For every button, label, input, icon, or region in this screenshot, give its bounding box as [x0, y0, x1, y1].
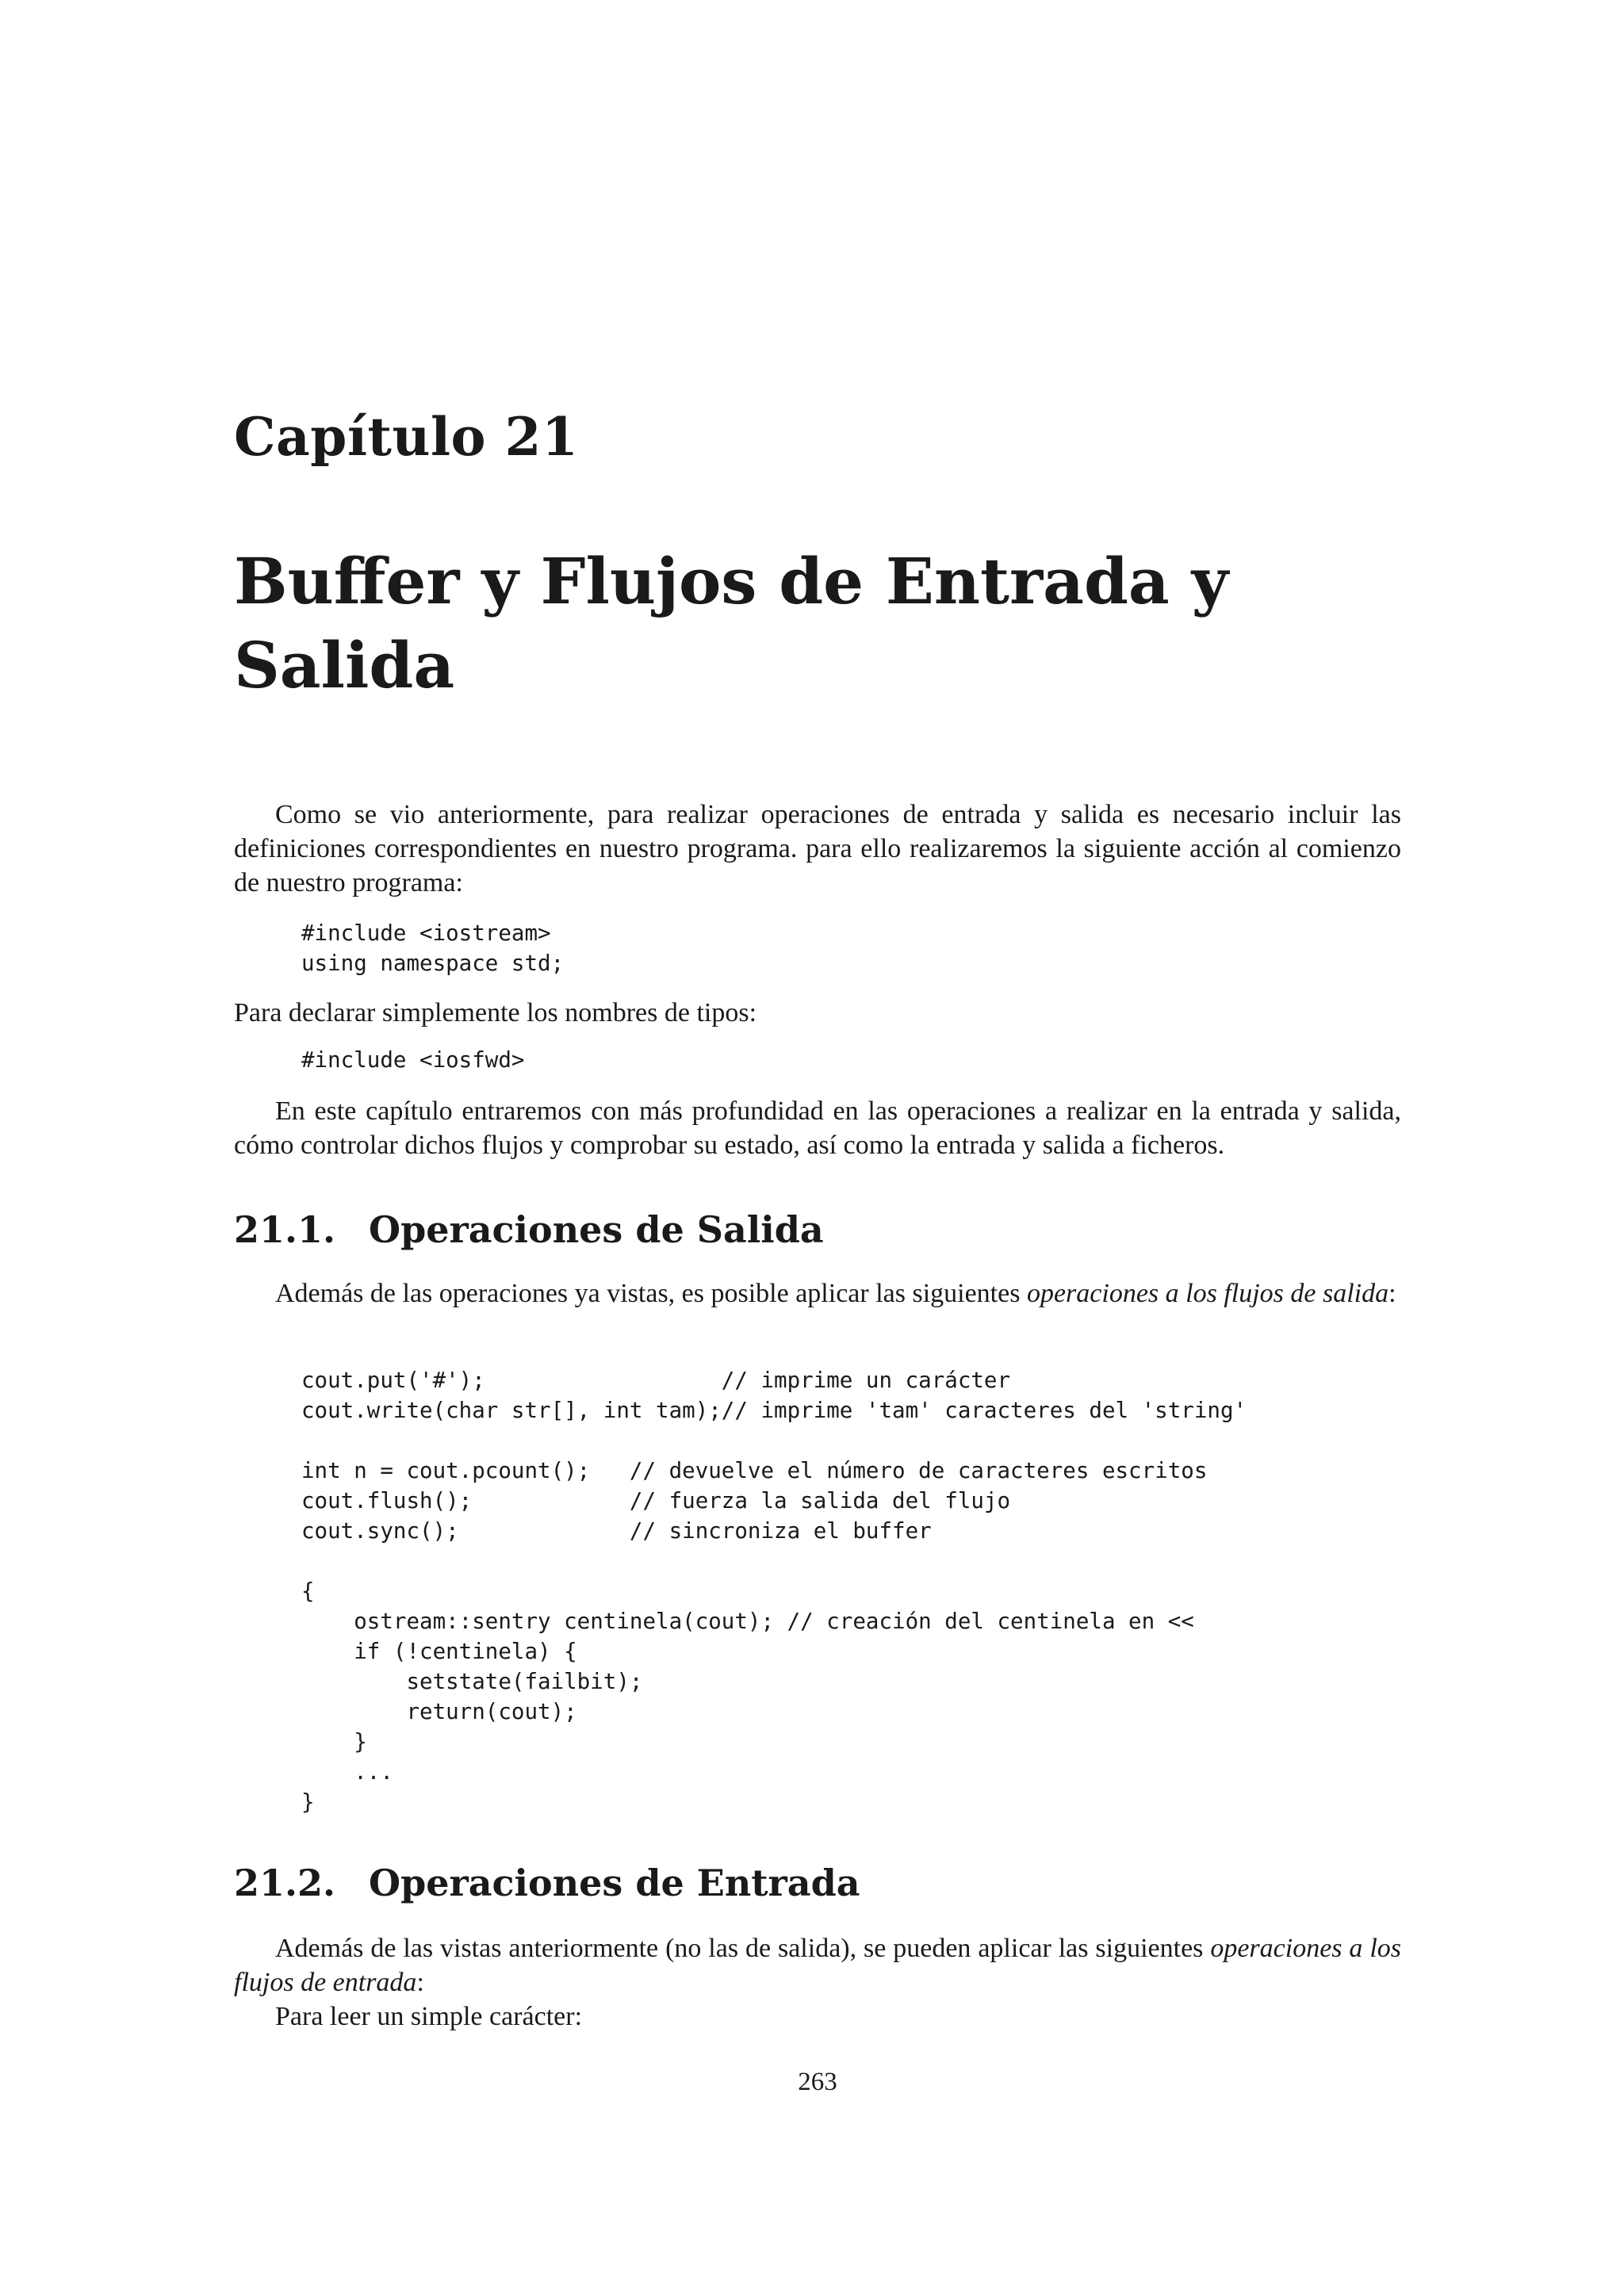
section-heading-output — [234, 1208, 824, 1251]
section-number: 21.1. — [234, 1208, 336, 1251]
input-paragraph: Además de las vistas anteriormente (no las de salida), se pueden aplicar las siguientes operaciones a los flujos de entrada: — [234, 1934, 1402, 1997]
page-number: 263 — [798, 2068, 837, 2096]
types-paragraph: Para declarar simplemente los nombres de tipos: — [234, 998, 757, 1027]
include-code-block: #include <iostream> using namespace std; — [301, 920, 565, 976]
section-title: Operaciones de Entrada — [369, 1862, 860, 1904]
output-code-block: cout.put('#'); // imprime un carácter cout.write(char str[], int tam);// imprime 'tam' caracteres del 'string' int n = cout.pcount(); // devuelve el número de caracteres escritos cout.flush(); // fuerza la salida del flujo cout.sync(); // sincroniza el buffer { ostream::sentry centinela(cout); // creación del centinela en << if (!centinela) { setstate(failbit); return(cout); } ... } — [301, 1368, 1247, 1815]
document-page — [234, 0, 1401, 2296]
closing-paragraph: En este capítulo entraremos con más profundidad en las operaciones a realizar en la entrada y salida, cómo controlar dichos flujos y comprobar su estado, así como la entrada y salida a ficheros. — [234, 1096, 1401, 1160]
chapter-label: Capítulo 21 — [234, 406, 579, 468]
emphasis-text: operaciones a los flujos de entrada — [234, 1934, 1402, 1997]
chapter-title-line-1: Buffer y Flujos de Entrada y — [234, 544, 1229, 618]
section-title: Operaciones de Salida — [369, 1208, 824, 1251]
output-paragraph: Además de las operaciones ya vistas, es posible aplicar las siguientes operaciones a los flujos de salida: — [275, 1279, 1396, 1308]
intro-paragraph: Como se vio anteriormente, para realizar operaciones de entrada y salida es necesario incluir las definiciones correspondientes en nuestro programa. para ello realizaremos la siguiente acción al comienzo de nuestro programa: — [234, 800, 1401, 897]
emphasis-text: operaciones a los flujos de salida — [1026, 1279, 1389, 1308]
section-number: 21.2. — [234, 1862, 336, 1904]
iosfwd-code-block: #include <iosfwd> — [301, 1047, 525, 1073]
chapter-title — [234, 539, 1401, 707]
chapter-title-line-2: Salida — [234, 628, 455, 702]
read-char-paragraph: Para leer un simple carácter: — [275, 2002, 583, 2031]
section-heading-input — [234, 1862, 860, 1904]
